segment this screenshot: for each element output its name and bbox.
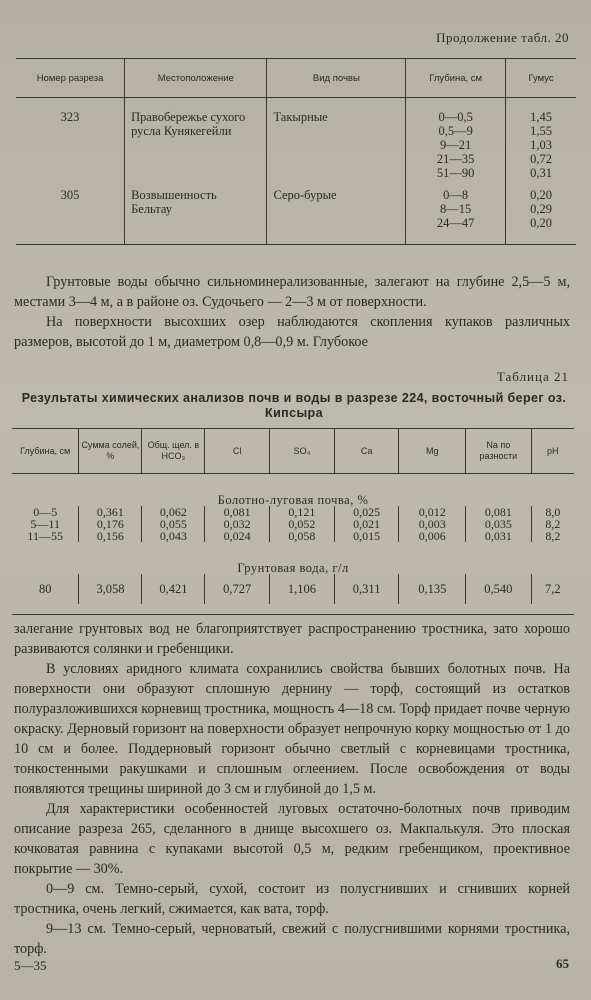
table-cell: 0,135 <box>399 574 466 604</box>
table-cell: 0,081 <box>466 506 532 518</box>
paragraph: 0—9 см. Темно-серый, сухой, состоит из полусгнивших и сгнивших корней тростника, очень легкий, сжимается, как вата, торф. <box>14 881 570 917</box>
table-cell: 0,311 <box>334 574 399 604</box>
humus-value: 1,03 <box>530 138 552 152</box>
col-header-humus: Гумус <box>506 59 576 98</box>
table-cell: 0,052 <box>270 518 335 530</box>
table-cell: 5—11 <box>30 517 60 531</box>
paragraph: Грунтовые воды обычно сильноминерализованные, залегают на глубине 2,5—5 м, местами 3—4 м, а в районе оз. Судочьего — 2—3 м от поверхности. <box>14 274 570 310</box>
col-header-alkalinity: Общ. щел. в HCO₃ <box>142 429 205 474</box>
table-row <box>16 180 576 245</box>
paragraph: Для характеристики особенностей луговых остаточно-болотных почв приводим описание разреза 265, сделанного в днище высохшего оз. Макпалькуля. Это плоская кочковатая равнина с купаками высотой 0,5 м, редким гребенщиком, проективное покрытие — 30%. <box>14 801 570 877</box>
section-number: 323 <box>60 110 80 124</box>
table-cell: 0,058 <box>270 530 335 542</box>
depth-value: 24—47 <box>436 216 475 230</box>
paragraph: 9—13 см. Темно-серый, черноватый, свежий с полусгнившими корнями тростника, торф. <box>14 921 570 957</box>
depth-cell <box>406 180 506 245</box>
table-21-header-row <box>12 429 574 474</box>
table-cell: 0,176 <box>79 518 142 530</box>
table-20-header-row <box>16 59 576 98</box>
table-cell: 0,121 <box>270 506 335 518</box>
depth-value: 51—90 <box>436 166 475 180</box>
table-cell: 0,062 <box>142 506 205 518</box>
table-cell: 0,015 <box>334 530 399 542</box>
table-cell: 0,012 <box>399 506 466 518</box>
table-cell: 8,2 <box>531 530 574 542</box>
table-cell: 0—5 <box>33 505 58 519</box>
table-cell: 0,025 <box>334 506 399 518</box>
col-header-ph: pH <box>531 429 574 474</box>
soil-cell: Такырные <box>267 98 406 181</box>
table-cell: 0,024 <box>205 530 270 542</box>
humus-cell <box>506 180 576 245</box>
table-cell: 3,058 <box>79 574 142 604</box>
depth-value: 0—8 <box>443 188 469 202</box>
humus-value: 1,45 <box>530 110 552 124</box>
table-cell: 11—55 <box>27 529 63 543</box>
humus-value: 0,20 <box>530 216 552 230</box>
col-header-number: Номер разреза <box>16 59 125 98</box>
col-header-depth: Глубина, см <box>406 59 506 98</box>
table-cell: 0,055 <box>142 518 205 530</box>
col-header-so4: SO₄ <box>270 429 335 474</box>
table-cell: 0,031 <box>466 530 532 542</box>
table-cell: 0,043 <box>142 530 205 542</box>
page-number: 65 <box>556 956 569 971</box>
table-cell: 7,2 <box>531 574 574 604</box>
table-cell: 0,003 <box>399 518 466 530</box>
depth-cell <box>406 98 506 181</box>
location-cell: Правобережье сухого русла Кунякегейли <box>125 98 267 181</box>
table-cell: 0,035 <box>466 518 532 530</box>
table-cell: 0,540 <box>466 574 532 604</box>
table-row <box>12 530 574 542</box>
col-header-ca: Ca <box>334 429 399 474</box>
body-text-bottom <box>14 619 570 959</box>
table-cell: 0,421 <box>142 574 205 604</box>
humus-value: 1,55 <box>530 124 552 138</box>
section-title-soil: Болотно-луговая почва, % <box>217 493 369 507</box>
col-header-depth: Глубина, см <box>12 429 79 474</box>
section-title-water: Грунтовая вода, г/л <box>237 561 349 575</box>
section-row <box>12 474 574 507</box>
table-20 <box>16 58 576 245</box>
soil-cell: Серо-бурые <box>267 180 406 245</box>
location-cell: Возвышенность Бельтау <box>125 180 267 245</box>
paragraph: залегание грунтовых вод не благоприятствует распространению тростника, зато хорошо развиваются солянки и гребенщики. <box>14 621 570 657</box>
table-continuation-label: Продолжение табл. 20 <box>436 30 569 45</box>
humus-value: 0,29 <box>530 202 552 216</box>
col-header-cl: Cl <box>205 429 270 474</box>
table-cell: 8,0 <box>531 506 574 518</box>
depth-value: 9—21 <box>440 138 472 152</box>
depth-value: 0—0,5 <box>438 110 473 124</box>
depth-value: 8—15 <box>440 202 472 216</box>
table-21-label: Таблица 21 <box>496 369 569 384</box>
table-cell: 0,156 <box>79 530 142 542</box>
table-cell: 0,727 <box>205 574 270 604</box>
paragraph: В условиях аридного климата сохранились свойства бывших болотных почв. На поверхности они образуют сплошную дернину — торф, состоящий из остатков полуразложившихся корневищ тростника, мощность 4—18 см. Торф придает почве черную окраску. Дерновый горизонт на поверхности образует непрочную корку мощностью от 1 до 10 см и более. Поддерновый горизонт обычно светлый с корневицами тростника, тонкостенными ракушками и сплошным оглеением. После освобождения от воды появляются трещины шириной до 3 см и глубиной до 1,5 м. <box>14 661 570 797</box>
printer-signature: 5—35 <box>14 958 47 973</box>
col-header-salt-sum: Сумма солей, % <box>79 429 142 474</box>
section-row <box>12 542 574 574</box>
col-header-location: Местоположение <box>125 59 267 98</box>
table-21 <box>12 428 574 615</box>
table-bottom-rule <box>12 604 574 615</box>
humus-value: 0,31 <box>530 166 552 180</box>
table-cell: 0,081 <box>205 506 270 518</box>
table-21-title: Результаты химических анализов почв и воды в разрезе 224, восточный берег оз. Кипсыра <box>21 391 567 420</box>
paragraph: На поверхности высохших озер наблюдаются скопления купаков различных размеров, высотой до 1 м, диаметром 0,8—0,9 м. Глубокое <box>14 314 570 350</box>
table-cell: 0,021 <box>334 518 399 530</box>
table-cell: 0,032 <box>205 518 270 530</box>
col-header-mg: Mg <box>399 429 466 474</box>
col-header-na: Na по разности <box>466 429 532 474</box>
body-text-top <box>14 272 570 352</box>
col-header-soil: Вид почвы <box>267 59 406 98</box>
table-cell: 0,361 <box>79 506 142 518</box>
section-number: 305 <box>16 180 125 245</box>
table-cell: 1,106 <box>270 574 335 604</box>
humus-cell <box>506 98 576 181</box>
table-cell: 80 <box>38 582 52 596</box>
depth-value: 0,5—9 <box>438 124 473 138</box>
table-cell: 0,006 <box>399 530 466 542</box>
humus-value: 0,20 <box>530 188 552 202</box>
depth-value: 21—35 <box>436 152 475 166</box>
table-row <box>16 98 576 181</box>
table-row <box>12 574 574 604</box>
table-cell: 8,2 <box>531 518 574 530</box>
humus-value: 0,72 <box>530 152 552 166</box>
